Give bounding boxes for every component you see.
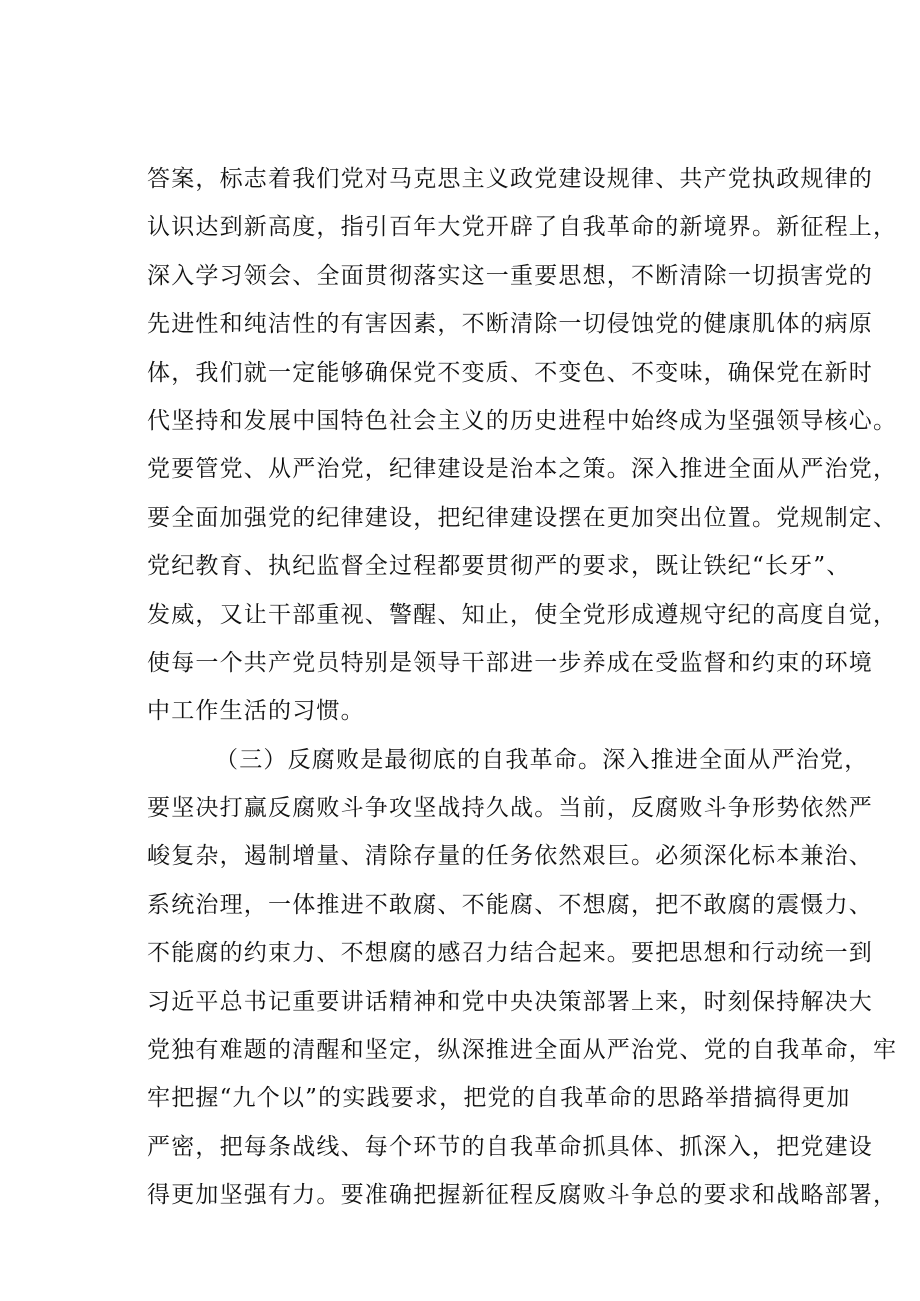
section-heading-line: （三）反腐败是最彻底的自我革命。深入推进全面从严治党， [215,746,869,773]
text-line: 先进性和纯洁性的有害因素，不断清除一切侵蚀党的健康肌体的病原 [147,311,873,338]
text-line: 系统治理，一体推进不敢腐、不能腐、不想腐，把不敢腐的震慑力、 [147,891,873,918]
text-line: 发威，又让干部重视、警醒、知止，使全党形成遵规守纪的高度自觉， [147,601,898,628]
text-line: 深入学习领会、全面贯彻落实这一重要思想，不断清除一切损害党的 [147,262,873,289]
text-line: 使每一个共产党员特别是领导干部进一步养成在受监督和约束的环境 [147,649,873,676]
text-line: 体，我们就一定能够确保党不变质、不变色、不变味，确保党在新时 [147,359,873,386]
text-line: 要全面加强党的纪律建设，把纪律建设摆在更加突出位置。党规制定、 [147,504,898,531]
body-text [147,155,898,1220]
text-line: 牢把握“九个以”的实践要求，把党的自我革命的思路举措搞得更加 [147,1085,851,1112]
text-line: 党要管党、从严治党，纪律建设是治本之策。深入推进全面从严治党， [147,456,898,483]
text-line: 要坚决打赢反腐败斗争攻坚战持久战。当前，反腐败斗争形势依然严 [147,795,873,822]
text-line: 不能腐的约束力、不想腐的感召力结合起来。要把思想和行动统一到 [147,940,873,967]
text-line: 严密，把每条战线、每个环节的自我革命抓具体、抓深入，把党建设 [147,1133,873,1160]
text-line: 峻复杂，遏制增量、清除存量的任务依然艰巨。必须深化标本兼治、 [147,843,873,870]
text-line: 党独有难题的清醒和坚定，纵深推进全面从严治党、党的自我革命，牢 [147,1037,898,1064]
text-line: 得更加坚强有力。要准确把握新征程反腐败斗争总的要求和战略部署， [147,1182,898,1209]
text-line: 答案，标志着我们党对马克思主义政党建设规律、共产党执政规律的 [147,166,873,192]
text-line: 习近平总书记重要讲话精神和党中央决策部署上来，时刻保持解决大 [147,988,873,1015]
text-line: 认识达到新高度，指引百年大党开辟了自我革命的新境界。新征程上， [147,214,898,241]
text-line: 代坚持和发展中国特色社会主义的历史进程中始终成为坚强领导核心。 [147,407,898,434]
text-line: 中工作生活的习惯。 [147,698,365,725]
text-line: 党纪教育、执纪监督全过程都要贯彻严的要求，既让铁纪“长牙”、 [147,553,851,580]
